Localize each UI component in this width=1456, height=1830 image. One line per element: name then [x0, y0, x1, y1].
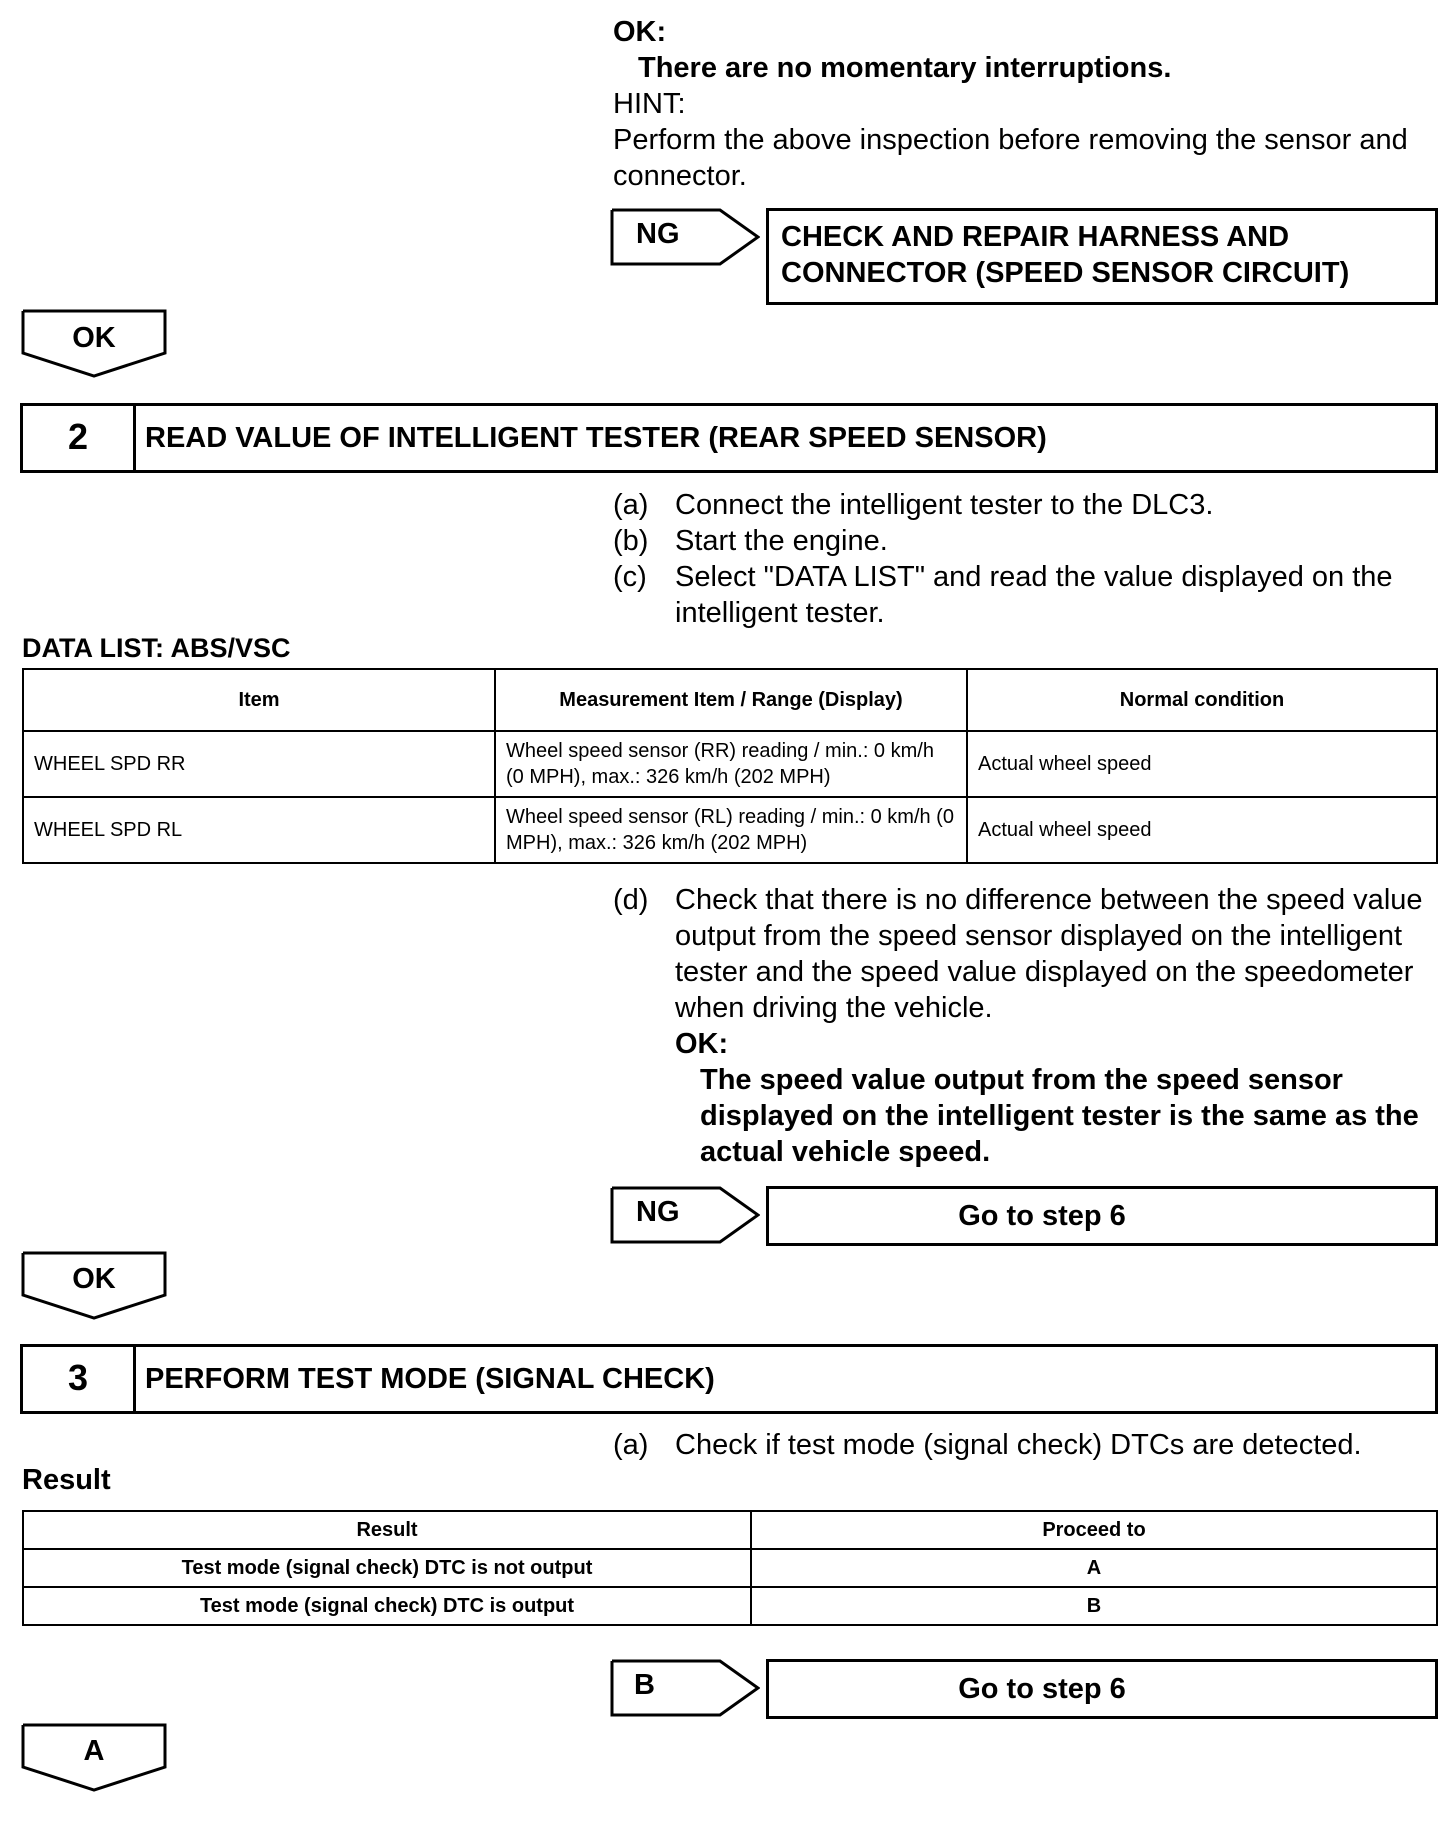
- hint-label: HINT:: [613, 88, 686, 120]
- step-2-ok-label: OK:: [675, 1028, 729, 1060]
- b-destination[interactable]: [766, 1659, 1438, 1719]
- col-header: Proceed to: [751, 1511, 1437, 1549]
- col-header: Normal condition: [967, 669, 1437, 731]
- top-ok-text: There are no momentary interruptions.: [638, 52, 1172, 84]
- step-3-title: PERFORM TEST MODE (SIGNAL CHECK): [145, 1363, 715, 1395]
- step-2-item-c: (c) Select "DATA LIST" and read the value displayed on the intelligent tester.: [613, 561, 1393, 629]
- step-3-item-a: (a) Check if test mode (signal check) DTCs are detected.: [613, 1429, 1362, 1461]
- ng-destination-2-text: Go to step 6: [958, 1200, 1126, 1232]
- ng-destination-1-text: CHECK AND REPAIR HARNESS AND CONNECTOR (SPEED SENSOR CIRCUIT): [781, 221, 1350, 289]
- table-row: WHEEL SPD RR Wheel speed sensor (RR) reading / min.: 0 km/h (0 MPH), max.: 326 km/h (202 MPH) Actual wheel speed: [23, 731, 1437, 797]
- ng-label-1: NG: [636, 218, 680, 250]
- col-header: Result: [23, 1511, 751, 1549]
- step-2-item-b: (b) Start the engine.: [613, 525, 888, 557]
- ok-arrow-1-label: OK: [72, 322, 116, 354]
- step-2-header: [20, 403, 1438, 473]
- step-2-number: 2: [67, 416, 89, 457]
- table-row: Test mode (signal check) DTC is output B: [23, 1587, 1437, 1625]
- ng-arrow-1: [610, 208, 760, 266]
- hint-text: Perform the above inspection before removing the sensor and connector.: [613, 124, 1408, 192]
- ng-destination-1[interactable]: [766, 208, 1438, 305]
- ng-arrow-2: [610, 1186, 760, 1244]
- col-header: Measurement Item / Range (Display): [495, 669, 967, 731]
- col-header: Item: [23, 669, 495, 731]
- step-2-ok-text: The speed value output from the speed sensor displayed on the intelligent tester is the same as the actual vehicle speed.: [700, 1064, 1419, 1168]
- data-list-title: DATA LIST: ABS/VSC: [22, 633, 291, 663]
- b-arrow: [610, 1659, 760, 1717]
- ok-arrow-2-label: OK: [72, 1263, 116, 1295]
- data-list-table: [22, 668, 1438, 864]
- b-label: B: [634, 1669, 655, 1701]
- step-2-title: READ VALUE OF INTELLIGENT TESTER (REAR SPEED SENSOR): [145, 422, 1047, 454]
- table-row: WHEEL SPD RL Wheel speed sensor (RL) reading / min.: 0 km/h (0 MPH), max.: 326 km/h (202 MPH) Actual wheel speed: [23, 797, 1437, 863]
- result-title: Result: [22, 1464, 111, 1496]
- ng-label-2: NG: [636, 1196, 680, 1228]
- ng-destination-2[interactable]: [766, 1186, 1438, 1246]
- step-2-item-d: (d) Check that there is no difference between the speed value output from the speed sensor displayed on the intelligent tester and the speed value displayed on the speedometer when driving the vehicle.: [613, 884, 1423, 1024]
- b-destination-text: Go to step 6: [958, 1673, 1126, 1705]
- a-arrow-label: A: [83, 1735, 105, 1767]
- step-2-item-a: (a) Connect the intelligent tester to the DLC3.: [613, 489, 1214, 521]
- table-row: Test mode (signal check) DTC is not output A: [23, 1549, 1437, 1587]
- step-3-number: 3: [67, 1357, 89, 1398]
- top-ok-label: OK:: [613, 16, 667, 48]
- step-3-header: [20, 1344, 1438, 1414]
- result-table: [22, 1510, 1438, 1626]
